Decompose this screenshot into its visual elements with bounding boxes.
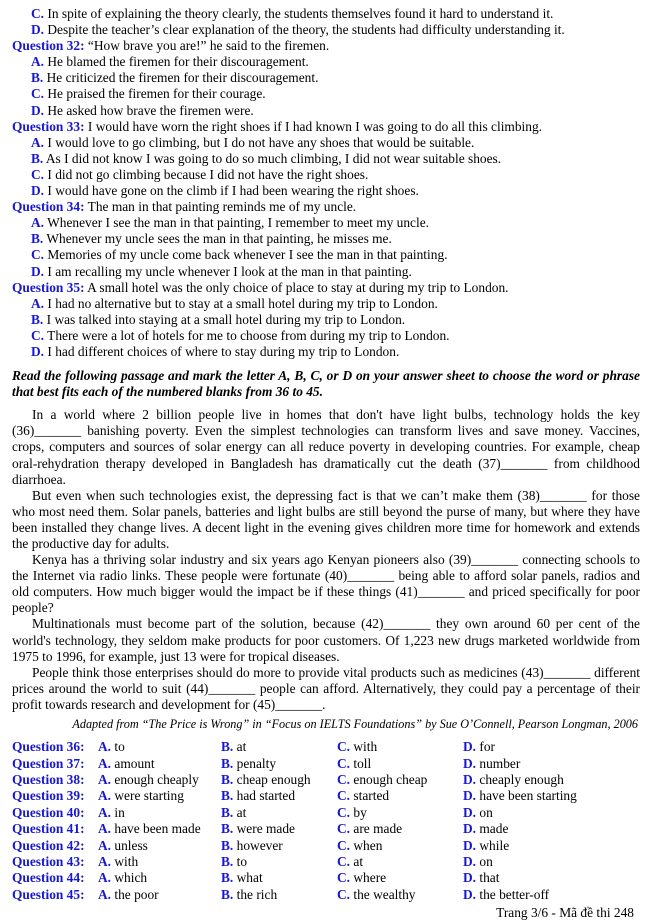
blank-question-row <box>12 788 640 804</box>
blank-question-row <box>12 870 640 886</box>
option-letter: B. <box>221 886 234 902</box>
option-text: Whenever I see the man in that painting, I remember to meet my uncle. <box>47 215 430 231</box>
option-text: the better-off <box>479 886 550 902</box>
question-stem <box>12 119 640 135</box>
option-letter: C. <box>31 6 45 21</box>
option-text: In spite of explaining the theory clearly, the students themselves found it hard to understand it. <box>47 6 554 21</box>
option-text: number <box>479 755 521 771</box>
option-text: at <box>353 853 364 869</box>
option-letter: B. <box>221 739 234 755</box>
option-text: penalty <box>236 755 277 771</box>
question-label: Question 36: <box>12 739 85 755</box>
blank-question-row <box>12 805 640 821</box>
question-label: Question 35: <box>12 279 85 295</box>
option-text: started <box>353 788 390 804</box>
blank-question-row <box>12 756 640 772</box>
option-text: where <box>353 870 387 886</box>
option-letter: A. <box>98 837 112 853</box>
blank-option <box>337 788 463 804</box>
answer-option <box>12 328 640 344</box>
option-letter: B. <box>221 804 234 820</box>
option-letter: D. <box>463 870 477 886</box>
question-label: Question 41: <box>12 821 85 837</box>
option-letter: B. <box>31 231 44 247</box>
blank-question-row <box>12 887 640 903</box>
option-text: He criticized the firemen for their discouragement. <box>46 70 319 86</box>
answer-option <box>12 151 640 167</box>
question-label: Question 34: <box>12 199 85 215</box>
answer-option <box>12 215 640 231</box>
option-text: by <box>353 804 367 820</box>
blank-option <box>337 854 463 870</box>
option-text: enough cheaply <box>114 771 199 787</box>
question-label: Question 44: <box>12 870 85 886</box>
question-text: A small hotel was the only choice of place to stay at during my trip to London. <box>87 279 509 295</box>
option-letter: B. <box>221 771 234 787</box>
blank-option <box>463 887 640 903</box>
question-stem <box>12 280 640 296</box>
blank-option <box>337 805 463 821</box>
option-letter: D. <box>463 755 477 771</box>
blank-option <box>221 870 337 886</box>
option-text: I had different choices of where to stay during my trip to London. <box>47 343 400 359</box>
option-text: He praised the firemen for their courage. <box>47 86 266 102</box>
option-text: I would love to go climbing, but I do not have any shoes that would be suitable. <box>47 134 475 150</box>
blank-option <box>98 838 221 854</box>
answer-option <box>12 135 640 151</box>
answer-option <box>12 231 640 247</box>
option-letter: D. <box>31 102 45 118</box>
option-text: for <box>479 739 496 755</box>
passage-paragraph: Kenya has a thriving solar industry and six years ago Kenyan pioneers also (39)_______ connecting schools to the Internet via radio links. These people were fortunate (40)_______ being able to afford solar panels, radios and old computers. How much bigger would the impact be if these things (41)_______ and priced specifically for poor people? <box>12 552 640 616</box>
blank-option <box>463 739 640 755</box>
answer-option <box>12 86 640 102</box>
blank-option <box>98 887 221 903</box>
blank-option <box>337 756 463 772</box>
option-letter: B. <box>31 150 44 166</box>
option-text: while <box>479 837 510 853</box>
question-stem <box>12 38 640 54</box>
option-text: I would have gone on the climb if I had been wearing the right shoes. <box>47 183 419 199</box>
option-text: I am recalling my uncle whenever I look at the man in that painting. <box>47 263 412 279</box>
option-letter: D. <box>31 183 45 199</box>
option-text: cheaply enough <box>479 771 564 787</box>
blank-option <box>221 788 337 804</box>
blank-questions-section <box>12 739 640 903</box>
option-letter: A. <box>98 755 112 771</box>
option-text: in <box>114 804 125 820</box>
option-letter: D. <box>31 263 45 279</box>
option-letter: B. <box>31 70 44 86</box>
blank-option <box>221 772 337 788</box>
option-letter: D. <box>463 853 477 869</box>
option-text: the wealthy <box>353 886 416 902</box>
question-label: Question 43: <box>12 853 85 869</box>
option-text: are made <box>353 821 403 837</box>
option-text: I did not go climbing because I did not have the right shoes. <box>47 166 369 182</box>
blank-option <box>337 870 463 886</box>
answer-option <box>12 344 640 360</box>
passage-paragraph: People think those enterprises should do more to provide vital products such as medicines (43)_______ different prices around the world to suit (44)_______ people can afford. Alternatively, they could pay a percentage of their profit towards research and development for (45)_______. <box>12 664 640 712</box>
option-text: have been starting <box>479 788 577 804</box>
option-text: toll <box>353 755 372 771</box>
option-text: that <box>479 870 500 886</box>
option-text: at <box>236 739 247 755</box>
option-letter: B. <box>31 311 44 327</box>
option-text: made <box>479 821 509 837</box>
blank-option <box>463 854 640 870</box>
option-letter: D. <box>463 837 477 853</box>
option-text: the rich <box>236 886 278 902</box>
option-letter: C. <box>337 771 351 787</box>
option-text: on <box>479 804 493 820</box>
option-letter: A. <box>98 739 112 755</box>
blank-option <box>337 887 463 903</box>
answer-option <box>12 54 640 70</box>
option-letter: C. <box>337 739 351 755</box>
blank-option <box>221 887 337 903</box>
option-text: on <box>479 853 493 869</box>
blank-question-row <box>12 854 640 870</box>
option-letter: B. <box>221 853 234 869</box>
blank-option <box>98 772 221 788</box>
option-text: had started <box>236 788 296 804</box>
option-letter: C. <box>337 821 351 837</box>
option-text: the poor <box>114 886 159 902</box>
option-letter: C. <box>31 327 45 343</box>
option-letter: D. <box>463 771 477 787</box>
option-text: to <box>114 739 125 755</box>
blank-option <box>337 838 463 854</box>
option-text: Whenever my uncle sees the man in that painting, he misses me. <box>46 231 392 247</box>
option-text: enough cheap <box>353 771 428 787</box>
option-letter: C. <box>31 166 45 182</box>
question-block <box>12 199 640 279</box>
question-text: “How brave you are!” he said to the firemen. <box>87 38 330 54</box>
question-block <box>12 38 640 118</box>
blank-option <box>221 838 337 854</box>
option-letter: C. <box>337 853 351 869</box>
blank-option <box>221 805 337 821</box>
option-text: unless <box>114 837 148 853</box>
option-text: to <box>236 853 248 869</box>
option-text: with <box>353 739 378 755</box>
blank-option <box>98 788 221 804</box>
blank-option <box>337 821 463 837</box>
option-text: Memories of my uncle come back whenever I see the man in that painting. <box>47 247 448 263</box>
option-text: were made <box>236 821 296 837</box>
answer-option <box>12 296 640 312</box>
option-letter: D. <box>31 22 45 38</box>
option-letter: A. <box>98 853 112 869</box>
answer-option <box>12 22 640 38</box>
option-text: at <box>236 804 247 820</box>
question-label: Question 37: <box>12 755 85 771</box>
option-letter: A. <box>98 804 112 820</box>
answer-option <box>12 167 640 183</box>
option-letter: C. <box>337 837 351 853</box>
option-text: I had no alternative but to stay at a small hotel during my trip to London. <box>47 295 438 311</box>
blank-option <box>337 772 463 788</box>
blank-option <box>463 756 640 772</box>
option-letter: A. <box>31 215 45 231</box>
option-text: He blamed the firemen for their discouragement. <box>47 54 309 70</box>
option-letter: A. <box>31 295 45 311</box>
option-letter: A. <box>98 870 112 886</box>
passage-paragraph: In a world where 2 billion people live in homes that don't have light bulbs, technology holds the key (36)_______ banishing poverty. Even the simplest technologies can transform lives and save money. Vaccines, crops, computers and sources of solar energy can all reduce poverty in developing countries. For example, cheap oral-rehydration therapy developed in Bangladesh has dramatically cut the death (37)_______ from childhood diarrhoea. <box>12 407 640 487</box>
option-text: There were a lot of hotels for me to choose from during my trip to London. <box>47 327 450 343</box>
passage-paragraph: But even when such technologies exist, the depressing fact is that we can’t make them (38)_______ for those who most need them. Solar panels, batteries and light bulbs are still beyond the purse of many, but where they have been installed they change lives. A decent light in the evening gives children more time for homework and extends the productive day for adults. <box>12 487 640 551</box>
option-letter: C. <box>337 886 351 902</box>
blank-option <box>221 739 337 755</box>
question-label: Question 38: <box>12 771 85 787</box>
option-text: were starting <box>114 788 184 804</box>
option-text: As I did not know I was going to do so much climbing, I did not wear suitable shoes. <box>45 150 502 166</box>
blank-option <box>463 772 640 788</box>
option-text: have been made <box>114 821 201 837</box>
option-letter: D. <box>31 343 45 359</box>
option-letter: B. <box>221 821 234 837</box>
answer-option <box>12 70 640 86</box>
question-block <box>12 119 640 199</box>
option-letter: A. <box>31 54 45 70</box>
option-letter: B. <box>221 755 234 771</box>
question-stem <box>12 199 640 215</box>
reading-passage <box>12 407 640 713</box>
blank-option <box>98 739 221 755</box>
option-text: with <box>114 853 139 869</box>
blank-option <box>98 870 221 886</box>
option-letter: D. <box>463 821 477 837</box>
option-text: amount <box>114 755 155 771</box>
blank-question-row <box>12 838 640 854</box>
answer-option <box>12 247 640 263</box>
blank-option <box>337 739 463 755</box>
option-letter: A. <box>98 771 112 787</box>
blank-question-row <box>12 772 640 788</box>
option-text: which <box>114 870 148 886</box>
answer-option <box>12 264 640 280</box>
option-text: Despite the teacher’s clear explanation of the theory, the students had difficulty understanding it. <box>47 22 565 38</box>
answer-option <box>12 312 640 328</box>
option-letter: D. <box>463 804 477 820</box>
blank-option <box>463 838 640 854</box>
option-text: He asked how brave the firemen were. <box>47 102 254 118</box>
blank-question-row <box>12 821 640 837</box>
question-label: Question 32: <box>12 38 85 54</box>
option-letter: C. <box>31 247 45 263</box>
question-label: Question 33: <box>12 118 85 134</box>
blank-option <box>463 870 640 886</box>
option-text: cheap enough <box>236 771 311 787</box>
option-letter: A. <box>31 134 45 150</box>
blank-question-row <box>12 739 640 755</box>
answer-option <box>12 6 640 22</box>
option-letter: C. <box>31 86 45 102</box>
question-label: Question 42: <box>12 837 85 853</box>
option-letter: C. <box>337 755 351 771</box>
option-letter: B. <box>221 870 234 886</box>
passage-source: Adapted from “The Price is Wrong” in “Focus on IELTS Foundations” by Sue O’Connell, Pearson Longman, 2006 <box>72 717 638 732</box>
blank-option <box>463 821 640 837</box>
passage-paragraph: Multinationals must become part of the solution, because (42)_______ they own around 60 per cent of the world's technology, they seldom make products for poor customers. Of 1,223 new drugs marketed worldwide from 1975 to 1996, for example, just 13 were for tropical diseases. <box>12 616 640 664</box>
option-letter: A. <box>98 821 112 837</box>
blank-option <box>98 756 221 772</box>
option-letter: A. <box>98 886 112 902</box>
blank-option <box>98 854 221 870</box>
section-instruction: Read the following passage and mark the letter A, B, C, or D on your answer sheet to choose the word or phrase that best fits each of the numbered blanks from 36 to 45. <box>12 368 640 400</box>
option-letter: D. <box>463 788 477 804</box>
page-footer: Trang 3/6 - Mã đề thi 248 <box>496 905 634 921</box>
option-letter: B. <box>221 788 234 804</box>
blank-option <box>221 756 337 772</box>
option-text: I was talked into staying at a small hotel during my trip to London. <box>46 311 406 327</box>
option-letter: C. <box>337 804 351 820</box>
answer-option <box>12 183 640 199</box>
option-letter: A. <box>98 788 112 804</box>
question-text: I would have worn the right shoes if I had known I was going to do all this climbing. <box>87 118 543 134</box>
question-label: Question 40: <box>12 804 85 820</box>
question-label: Question 39: <box>12 788 85 804</box>
option-letter: D. <box>463 739 477 755</box>
question-label: Question 45: <box>12 886 85 902</box>
blank-option <box>221 821 337 837</box>
option-text: when <box>353 837 383 853</box>
option-letter: C. <box>337 788 351 804</box>
blank-option <box>463 805 640 821</box>
blank-option <box>463 788 640 804</box>
question-block <box>12 280 640 360</box>
option-letter: D. <box>463 886 477 902</box>
answer-option <box>12 103 640 119</box>
option-text: however <box>236 837 283 853</box>
option-text: what <box>236 870 263 886</box>
question-text: The man in that painting reminds me of my uncle. <box>87 199 357 215</box>
option-letter: C. <box>337 870 351 886</box>
blank-option <box>221 854 337 870</box>
option-letter: B. <box>221 837 234 853</box>
blank-option <box>98 805 221 821</box>
blank-option <box>98 821 221 837</box>
